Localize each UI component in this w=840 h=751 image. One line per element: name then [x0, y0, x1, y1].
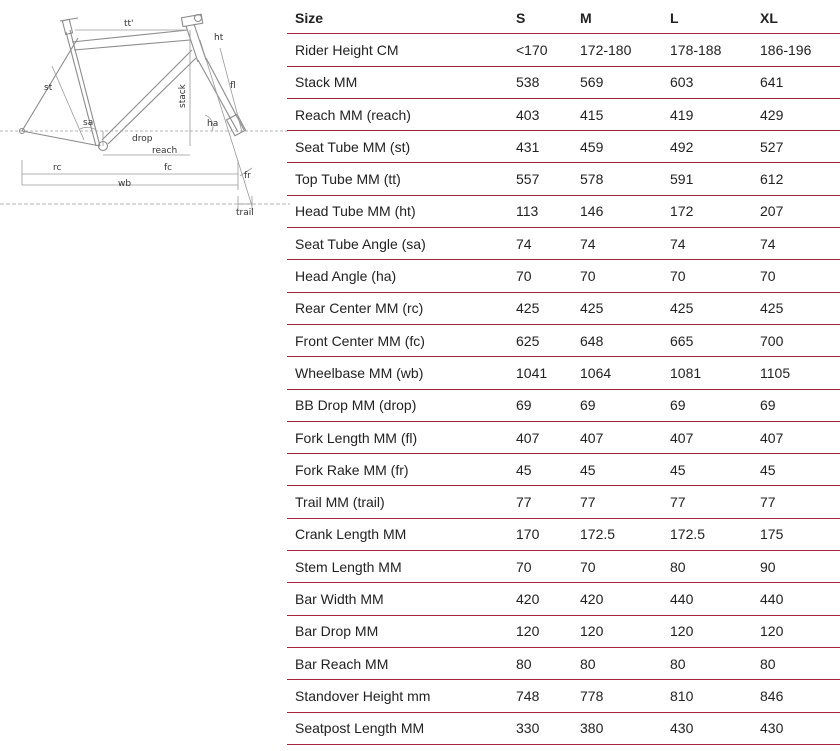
- table-row: [287, 66, 840, 98]
- table-row: [287, 647, 840, 679]
- cell-size-xl: 70: [760, 260, 840, 292]
- table-row: [287, 454, 840, 486]
- cell-row-label: Stack MM: [287, 66, 516, 98]
- table-row: [287, 518, 840, 550]
- cell-size-l: 430: [670, 712, 760, 744]
- cell-size-l: 1081: [670, 357, 760, 389]
- cell-size-l: 70: [670, 260, 760, 292]
- table-row: [287, 615, 840, 647]
- cell-size-s: 403: [516, 98, 580, 130]
- cell-row-label: Seatpost Length MM: [287, 712, 516, 744]
- table-row: [287, 98, 840, 130]
- label-stack: stack: [178, 84, 188, 108]
- label-sa: sa: [83, 118, 94, 128]
- label-fl: fl: [230, 81, 236, 91]
- label-reach: reach: [152, 146, 178, 156]
- cell-size-l: 77: [670, 486, 760, 518]
- cell-size-xl: 440: [760, 583, 840, 615]
- table-row: [287, 228, 840, 260]
- cell-row-label: Head Tube MM (ht): [287, 195, 516, 227]
- cell-size-xl: 74: [760, 228, 840, 260]
- cell-row-label: Bar Drop MM: [287, 615, 516, 647]
- frame-outline: [20, 14, 246, 150]
- cell-size-s: 748: [516, 680, 580, 712]
- cell-size-s: 77: [516, 486, 580, 518]
- cell-row-label: Bar Width MM: [287, 583, 516, 615]
- cell-size-s: <170: [516, 34, 580, 66]
- cell-size-m: 70: [580, 551, 670, 583]
- cell-size-m: 578: [580, 163, 670, 195]
- cell-size-xl: 90: [760, 551, 840, 583]
- cell-size-s: 70: [516, 551, 580, 583]
- cell-size-l: 178-188: [670, 34, 760, 66]
- table-row: [287, 357, 840, 389]
- table-row: [287, 389, 840, 421]
- cell-size-l: 172.5: [670, 518, 760, 550]
- table-row: [287, 292, 840, 324]
- cell-row-label: Trail MM (trail): [287, 486, 516, 518]
- cell-size-l: 665: [670, 324, 760, 356]
- cell-row-label: Crank Length MM: [287, 518, 516, 550]
- label-fc: fc: [164, 163, 173, 173]
- table-row: [287, 131, 840, 163]
- table-row: [287, 680, 840, 712]
- cell-size-s: 113: [516, 195, 580, 227]
- cell-size-s: 431: [516, 131, 580, 163]
- cell-size-m: 415: [580, 98, 670, 130]
- cell-size-xl: 527: [760, 131, 840, 163]
- table-row: [287, 583, 840, 615]
- label-ht: ht: [214, 33, 224, 43]
- cell-size-l: 419: [670, 98, 760, 130]
- cell-size-m: 420: [580, 583, 670, 615]
- cell-size-xl: 641: [760, 66, 840, 98]
- cell-row-label: Fork Length MM (fl): [287, 421, 516, 453]
- cell-size-xl: 612: [760, 163, 840, 195]
- header-s: S: [516, 2, 580, 34]
- cell-size-xl: 429: [760, 98, 840, 130]
- label-st: st: [44, 83, 53, 93]
- table-row: [287, 163, 840, 195]
- cell-size-s: 74: [516, 228, 580, 260]
- label-drop: drop: [132, 134, 153, 144]
- cell-size-s: 70: [516, 260, 580, 292]
- cell-size-m: 425: [580, 292, 670, 324]
- cell-size-l: 591: [670, 163, 760, 195]
- cell-size-m: 380: [580, 712, 670, 744]
- cell-size-s: 120: [516, 615, 580, 647]
- cell-size-s: 625: [516, 324, 580, 356]
- cell-size-s: 425: [516, 292, 580, 324]
- cell-size-xl: 80: [760, 647, 840, 679]
- dimension-lines: [0, 30, 290, 210]
- cell-size-xl: 77: [760, 486, 840, 518]
- cell-size-l: 603: [670, 66, 760, 98]
- table-header-row: [287, 2, 840, 34]
- cell-size-xl: 69: [760, 389, 840, 421]
- cell-size-m: 69: [580, 389, 670, 421]
- cell-size-m: 1064: [580, 357, 670, 389]
- cell-size-xl: 45: [760, 454, 840, 486]
- table-body: [287, 34, 840, 745]
- cell-row-label: Rider Height CM: [287, 34, 516, 66]
- cell-size-xl: 186-196: [760, 34, 840, 66]
- cell-size-m: 74: [580, 228, 670, 260]
- cell-size-xl: 425: [760, 292, 840, 324]
- cell-size-m: 77: [580, 486, 670, 518]
- cell-size-s: 330: [516, 712, 580, 744]
- cell-size-m: 459: [580, 131, 670, 163]
- cell-size-s: 45: [516, 454, 580, 486]
- cell-row-label: Fork Rake MM (fr): [287, 454, 516, 486]
- cell-size-l: 440: [670, 583, 760, 615]
- cell-size-xl: 175: [760, 518, 840, 550]
- cell-size-s: 420: [516, 583, 580, 615]
- cell-row-label: Rear Center MM (rc): [287, 292, 516, 324]
- cell-size-xl: 120: [760, 615, 840, 647]
- cell-row-label: Top Tube MM (tt): [287, 163, 516, 195]
- cell-row-label: BB Drop MM (drop): [287, 389, 516, 421]
- cell-row-label: Seat Tube MM (st): [287, 131, 516, 163]
- table-row: [287, 260, 840, 292]
- cell-size-m: 172.5: [580, 518, 670, 550]
- cell-size-l: 407: [670, 421, 760, 453]
- label-trail: trail: [236, 208, 254, 218]
- cell-size-s: 1041: [516, 357, 580, 389]
- cell-size-xl: 846: [760, 680, 840, 712]
- header-xl: XL: [760, 2, 840, 34]
- table-row: [287, 195, 840, 227]
- table-row: [287, 551, 840, 583]
- cell-size-s: 80: [516, 647, 580, 679]
- cell-size-xl: 207: [760, 195, 840, 227]
- cell-size-l: 80: [670, 551, 760, 583]
- cell-row-label: Stem Length MM: [287, 551, 516, 583]
- diagram-labels: [44, 19, 254, 218]
- label-tt: tt': [124, 19, 134, 29]
- cell-size-s: 557: [516, 163, 580, 195]
- bike-geometry-diagram: [0, 0, 290, 220]
- table-row: [287, 34, 840, 66]
- cell-size-xl: 430: [760, 712, 840, 744]
- cell-size-s: 69: [516, 389, 580, 421]
- cell-size-m: 569: [580, 66, 670, 98]
- header-l: L: [670, 2, 760, 34]
- cell-size-m: 172-180: [580, 34, 670, 66]
- cell-size-l: 172: [670, 195, 760, 227]
- header-m: M: [580, 2, 670, 34]
- label-rc: rc: [53, 163, 62, 173]
- cell-size-m: 648: [580, 324, 670, 356]
- label-ha: ha: [207, 119, 219, 129]
- cell-row-label: Head Angle (ha): [287, 260, 516, 292]
- cell-size-l: 74: [670, 228, 760, 260]
- cell-size-l: 120: [670, 615, 760, 647]
- table-row: [287, 486, 840, 518]
- cell-size-m: 70: [580, 260, 670, 292]
- table-row: [287, 421, 840, 453]
- cell-row-label: Standover Height mm: [287, 680, 516, 712]
- table-row: [287, 324, 840, 356]
- cell-size-xl: 700: [760, 324, 840, 356]
- cell-row-label: Bar Reach MM: [287, 647, 516, 679]
- cell-size-m: 407: [580, 421, 670, 453]
- geometry-table: [287, 2, 840, 745]
- cell-size-s: 407: [516, 421, 580, 453]
- cell-size-l: 810: [670, 680, 760, 712]
- cell-row-label: Reach MM (reach): [287, 98, 516, 130]
- label-fr: fr: [244, 171, 251, 181]
- cell-size-l: 492: [670, 131, 760, 163]
- cell-size-l: 425: [670, 292, 760, 324]
- cell-row-label: Wheelbase MM (wb): [287, 357, 516, 389]
- cell-size-m: 45: [580, 454, 670, 486]
- label-wb: wb: [118, 179, 132, 189]
- cell-size-s: 538: [516, 66, 580, 98]
- cell-row-label: Seat Tube Angle (sa): [287, 228, 516, 260]
- cell-size-l: 45: [670, 454, 760, 486]
- cell-size-l: 69: [670, 389, 760, 421]
- cell-size-xl: 1105: [760, 357, 840, 389]
- header-size: Size: [287, 2, 516, 34]
- cell-size-s: 170: [516, 518, 580, 550]
- table-row: [287, 712, 840, 744]
- cell-size-m: 120: [580, 615, 670, 647]
- cell-row-label: Front Center MM (fc): [287, 324, 516, 356]
- cell-size-xl: 407: [760, 421, 840, 453]
- cell-size-l: 80: [670, 647, 760, 679]
- cell-size-m: 778: [580, 680, 670, 712]
- cell-size-m: 146: [580, 195, 670, 227]
- cell-size-m: 80: [580, 647, 670, 679]
